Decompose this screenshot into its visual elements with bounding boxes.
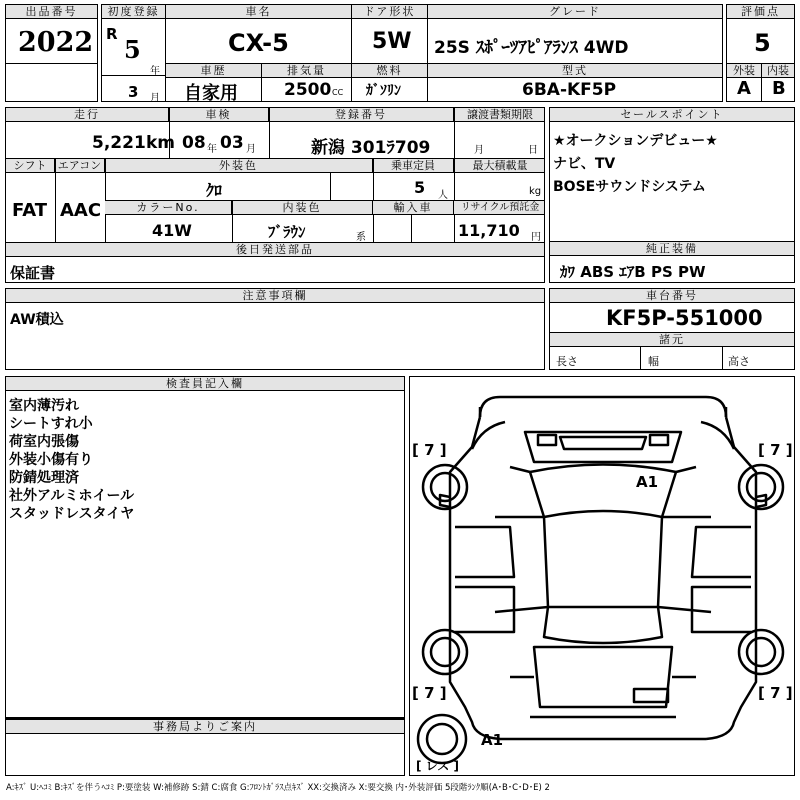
import-label: 輸入車 <box>373 201 454 215</box>
car-name-label: 車名 <box>166 5 351 19</box>
divider <box>102 75 165 76</box>
lot-extra-box <box>5 63 98 102</box>
exterior-color-value: ｸﾛ <box>206 181 223 200</box>
recycle-deposit-unit: 円 <box>531 232 541 243</box>
divider <box>232 200 233 242</box>
later-parts-value: 保証書 <box>10 264 56 282</box>
divider <box>454 108 455 158</box>
fuel-box <box>351 63 428 102</box>
interior-color-value: ﾌﾞﾗｳﾝ <box>268 223 306 241</box>
score-label: 評価点 <box>727 5 794 19</box>
recycle-deposit-label: リサイクル預託金 <box>454 201 545 215</box>
score-box <box>726 4 795 64</box>
damage-diagram-box <box>409 376 795 776</box>
inspection-year-unit: 年 <box>207 144 217 155</box>
max-load-label: 最大積載量 <box>454 159 545 173</box>
score-value: 5 <box>754 29 771 57</box>
office-notice-label: 事務局よりご案内 <box>6 719 404 734</box>
damage-legend: A:ｷｽﾞ U:ﾍｺﾐ B:ｷｽﾞを伴うﾍｺﾐ P:要塗装 W:補修跡 S:錆 C:腐食 G:ﾌﾛﾝﾄｶﾞﾗｽ点ｷｽﾞ XX:交換済み X:要交換 内･外装評価 5段階ﾗﾝｸ順(A･B･C･D･E) 2 <box>6 783 550 793</box>
mileage-unit: km <box>146 133 176 153</box>
lot-number-label: 出品番号 <box>6 5 97 19</box>
damage-mark-body: A1 <box>636 473 659 491</box>
fuel-label: 燃料 <box>352 64 427 78</box>
inspection-year: 08 <box>182 133 206 153</box>
height-label: 高さ <box>728 355 750 368</box>
interior-grade-box <box>761 63 795 102</box>
caution-box <box>5 288 545 370</box>
later-parts-label: 後日発送部品 <box>6 243 544 257</box>
chassis-number-label: 車台番号 <box>550 289 794 303</box>
history-label: 車歴 <box>166 64 261 78</box>
transfer-day-unit: 日 <box>528 145 538 156</box>
door-type-value: 5W <box>372 29 412 54</box>
caution-label: 注意事項欄 <box>6 289 544 303</box>
divider <box>330 172 331 200</box>
inspector-note-line: 防錆処理済 <box>9 470 79 486</box>
inspection-month-unit: 月 <box>246 144 256 155</box>
mileage-value: 5,221 <box>92 133 146 153</box>
exterior-grade-box <box>726 63 762 102</box>
divider <box>55 158 56 242</box>
genuine-equipment-label: 純正装備 <box>550 242 794 256</box>
interior-grade-value: B <box>772 78 786 99</box>
tire-mark-front-left: [ 7 ] <box>412 441 447 459</box>
divider <box>411 214 412 242</box>
plate-value: 新潟 301ﾗ709 <box>311 138 431 158</box>
model-code-box <box>427 63 723 102</box>
registration-era: R <box>106 25 118 43</box>
capacity-value: 5 <box>414 178 426 197</box>
exterior-grade-value: A <box>737 78 751 99</box>
specs-label: 諸元 <box>550 333 794 347</box>
mileage-label: 走行 <box>6 108 169 122</box>
model-code-label: 型式 <box>428 64 722 78</box>
lot-number-value: 2022 <box>18 27 94 58</box>
car-body-diagram <box>410 377 795 776</box>
registration-month: 3 <box>128 83 139 101</box>
history-value: 自家用 <box>184 83 238 102</box>
inspector-note-line: 外装小傷有り <box>9 452 93 468</box>
interior-color-unit: 系 <box>356 232 366 243</box>
tire-mark-rear-left: [ 7 ] <box>412 684 447 702</box>
registration-month-unit: 月 <box>150 93 160 102</box>
spare-tire-label: [ レス ] <box>416 759 459 773</box>
max-load-unit: kg <box>529 186 542 197</box>
aircon-value: AAC <box>60 200 102 221</box>
office-notice-box <box>5 718 405 776</box>
plate-label: 登録番号 <box>269 108 454 122</box>
divider <box>722 346 723 370</box>
inspection-label: 車検 <box>169 108 269 122</box>
transfer-deadline-label: 譲渡書類期限 <box>454 108 545 122</box>
inspector-notes-box <box>5 376 405 718</box>
car-name-box <box>165 4 352 64</box>
registration-year: 5 <box>124 35 141 64</box>
genuine-equipment-value: ｶﾜ ABS ｴｱB PS PW <box>560 263 706 281</box>
length-label: 長さ <box>556 355 578 368</box>
interior-grade-label: 内装 <box>762 64 794 78</box>
displacement-box <box>261 63 352 102</box>
displacement-value: 2500 <box>284 80 332 100</box>
chassis-number-box <box>549 288 795 370</box>
inspector-note-line: シートすれ小 <box>9 416 93 432</box>
recycle-deposit-value: 11,710 <box>458 221 520 240</box>
inspector-note-line: 社外アルミホイール <box>9 488 135 504</box>
grade-value: 25S ｽﾎﾟｰﾂｱﾋﾟｱﾗﾝｽ 4WD <box>434 38 629 58</box>
car-name-value: CX-5 <box>228 29 289 57</box>
genuine-equipment-box <box>549 241 795 283</box>
inspector-notes-label: 検査員記入欄 <box>6 377 404 391</box>
exterior-color-label: 外装色 <box>105 159 373 173</box>
inspector-note-line: 荷室内張傷 <box>9 434 79 450</box>
interior-color-label: 内装色 <box>232 201 373 215</box>
tire-mark-rear-right: [ 7 ] <box>758 684 793 702</box>
model-code-value: 6BA-KF5P <box>522 80 617 100</box>
divider <box>640 346 641 370</box>
registration-year-unit: 年 <box>150 66 160 77</box>
sales-points-label: セールスポイント <box>550 108 794 122</box>
color-number-label: カラーNo. <box>105 201 232 215</box>
sales-point-line: ナビ、TV <box>553 156 616 172</box>
sales-point-line: BOSEサウンドシステム <box>553 179 706 195</box>
lot-number-box <box>5 4 98 64</box>
grade-box <box>427 4 723 64</box>
capacity-unit: 人 <box>438 190 448 201</box>
capacity-label: 乗車定員 <box>373 159 454 173</box>
divider <box>269 108 270 158</box>
shift-value: FAT <box>12 200 48 221</box>
history-box <box>165 63 262 102</box>
tire-mark-front-right: [ 7 ] <box>758 441 793 459</box>
sales-points-box <box>549 107 795 254</box>
transfer-month-unit: 月 <box>474 145 484 156</box>
door-type-label: ドア形状 <box>352 5 427 19</box>
aircon-label: エアコン <box>55 159 105 173</box>
chassis-number-value: KF5P-551000 <box>606 306 763 330</box>
exterior-grade-label: 外装 <box>727 64 761 78</box>
displacement-unit: CC <box>332 88 344 97</box>
shift-label: シフト <box>6 159 55 173</box>
first-registration-label: 初度登録 <box>102 5 165 19</box>
damage-mark-spare: A1 <box>481 731 504 749</box>
inspection-month: 03 <box>220 133 244 153</box>
fuel-value: ｶﾞｿﾘﾝ <box>366 83 401 99</box>
vehicle-info-grid <box>5 107 545 283</box>
color-number-value: 41W <box>152 221 192 240</box>
first-registration-box <box>101 4 166 102</box>
displacement-label: 排気量 <box>262 64 351 78</box>
width-label: 幅 <box>648 355 659 368</box>
grade-label: グレード <box>428 5 722 19</box>
door-type-box <box>351 4 428 64</box>
caution-value: AW積込 <box>10 312 64 328</box>
inspector-note-line: 室内薄汚れ <box>9 398 79 414</box>
inspector-note-line: スタッドレスタイヤ <box>9 506 135 522</box>
sales-point-line: ★オークションデビュー★ <box>553 133 718 149</box>
